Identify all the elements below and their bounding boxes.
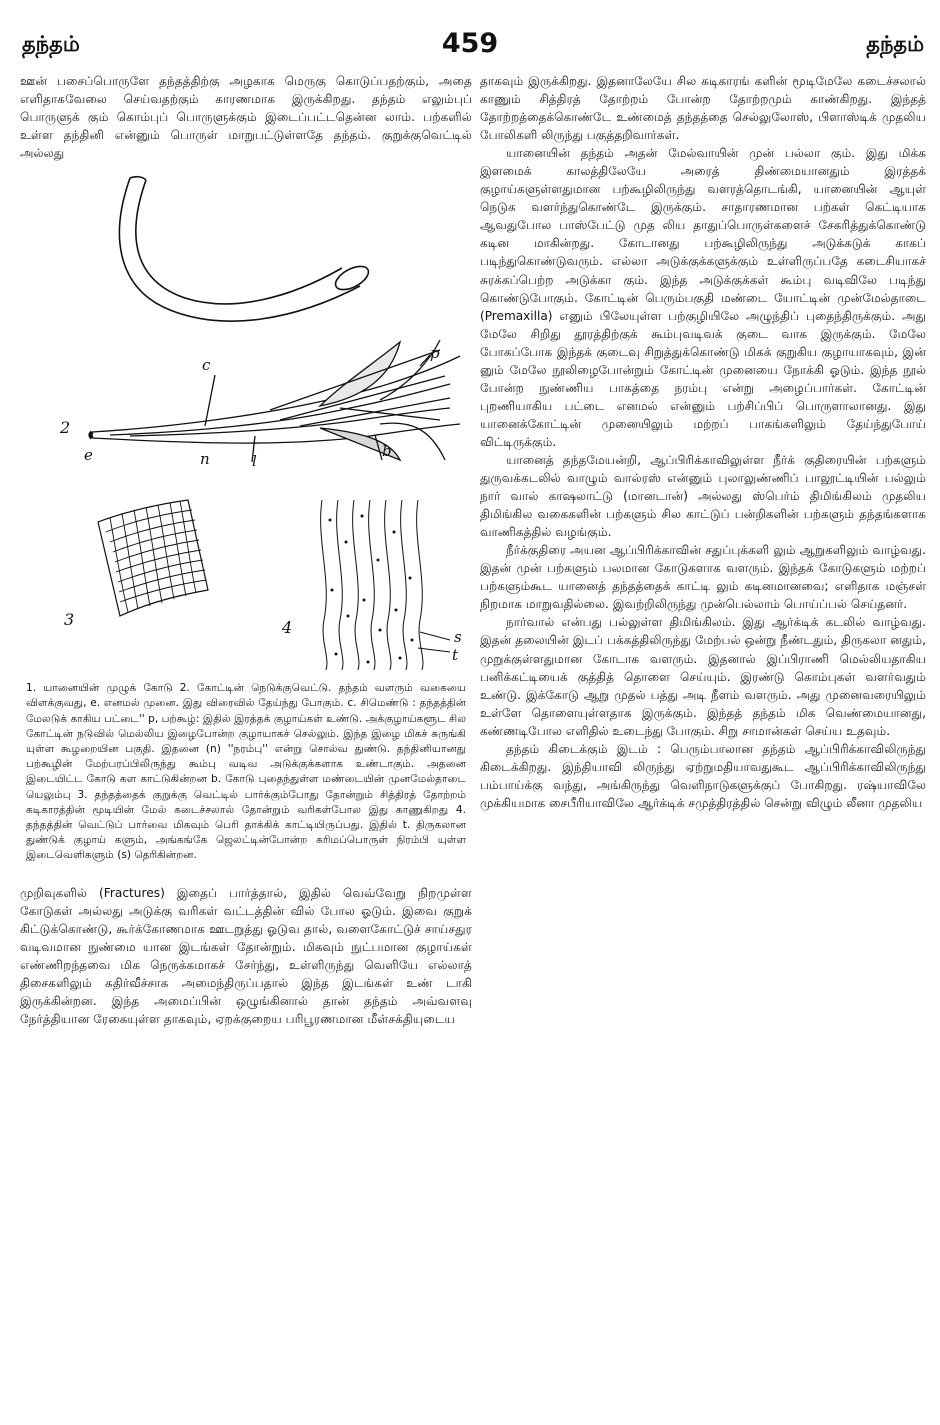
intro-paragraph: ஊன் பசைப்பொருளே தந்தத்திற்கு அழகாக மெருகு கொடுப்பதற்கும், அதை எளிதாகவேலை செய்வதற்கும் காரணமாக இருக்கிறது. தந்தம் எலும்புப் பொருளுக் கும் கொம்புப் பொருளுக்கும் இடைப்பட்டதென்ன லாம். பற்களில் உள்ள தந்தினி என்னும் பொருள் மாறுபட்டுள்ளதே தந்தம். குறுக்குவெட்டில் அல்லது [20, 74, 472, 161]
cross-section-grid [98, 500, 208, 616]
label-c: c [202, 356, 211, 375]
page-number: 459 [441, 28, 499, 59]
label-l: l [252, 452, 257, 471]
label-n: n [200, 450, 210, 469]
running-title-right: தந்தம் [866, 32, 924, 56]
right-paragraph-5: நார்வால் என்பது பல்லுள்ள திமிங்கிலம். இது ஆர்க்டிக் கடலில் வாழ்வது. இதன் தலையின் இடப் பக்கத்திலிருந்து மேற்பல் ஒன்று நீண்டதும், திருகலா னதும், முறுக்குள்ளதுமான கோடாக வளரும். இதனால் இப்பிராணி மெல்லியதாகிய பனிக்கட்டியைக் குத்தித் தொளை செய்யும். இரண்டு கொம்புகள் வளர்வதும் உண்டு. இக்கோடு ஆறு முதல் பத்து அடி நீளம் வளரும். அது முனைவரையிலும் உள்ளே தொளையுள்ளதாக இருக்கும். இந்தத் தந்தம் மிக வெண்மையானது, கண்ணடிபோல எளிதில் உடைந்து போகும். சிறு சாமான்கள் செய்ய உதவும். [480, 615, 926, 738]
label-b: b [382, 442, 392, 461]
figure-number-4: 4 [282, 618, 293, 638]
right-paragraph-6: தந்தம் கிடைக்கும் இடம் : பெரும்பாலான தந்தம் ஆப்பிரிக்காவிலிருந்து கிடைக்கிறது. இந்தியாவி லிருந்து ஏற்றுமதியாவதுகூட ஆப்பிரிக்காவிலிருந்து பம்பாய்க்கு வந்து, அங்கிருந்து வெளிநாடுகளுக்குப் போகிறது. ரஷ்யாவிலே முக்கியமாக சைபீரியாவிலே ஆர்க்டிக் சமுத்திரத்தில் சென்று விழும் லீனா முதலிய [480, 741, 926, 810]
right-paragraph-1: தாகவும் இருக்கிறது. இதனாலேயே சில கடிகாரங் களின் மூடிமேலே கடைச்சலால் காணும் சித்திரத் தோற்றம் போன்ற தோற்றமும் காண்கிறது. இந்தத் தோற்றத்தைக்கொண்டே உண்மைத் தந்தத்தை செல்லுலோஸ், பிளாஸ்டிக் முதலிய போலிகளி லிருந்து பகுத்தறிவார்கள். [480, 74, 926, 143]
right-column [480, 72, 926, 812]
caption-text: 1. யானையின் முழுக் கோடு 2. கோட்டின் நெடுக்குவெட்டு. தந்தம் வளரும் வகையை விளக்குவது, e. எனமல் முனை. இது விரைவில் தேய்ந்து போகும். c. சிமெண்டு : தந்தத்தின் மேலடுக் காகிய பட்டை'' p, பற்கூழ்: இதில் இரத்தக் குழாய்கள் உண்டு. அக்குழாய்களூட சில கோட்டின் நடுவில் மெல்லிய இழைபோன்ற குழாயாகச் செல்லும். இந்த இழை மிகச் சுருங்கி யுள்ள கூழறையின பகுதி. இதனை (n) ''நரம்பு'' என்று சொல்வ துண்டு. தந்தினியானது பற்கூழின் மேற்பரப்பிலிருந்து கூம்பு வடிவ அடுக்குக்களாக உண்டாகும். அதனை இடையிட்ட கோடு கள காட்டுகின்றன b. கோடு புதைந்துள்ள மண்டையின் முனமேல்தாடை யெலும்பு 3. தந்தத்தைக் குறுக்கு வெட்டில் பார்க்கும்போது தோன்றும் சித்திரத் தோற்றம் கடிகாரத்தின் மூடியின் மேல் கடைச்சலால் தோன்றும் வரிகள்போல இது காணுகிறது 4. தந்தத்தின் வெட்டுப் பார்வை மிகவும் பெரி தாக்கிக் காட்டியிருப்பது. இதில் t. திருகலான துண்டுக் குழாய் களும், அங்கங்கே ஜெலட்டின்போன்ற கரிமப்பொருள் நிரம்பி யுள்ள இடைவெளிகளும் (s) தெரிகின்றன. [26, 682, 466, 862]
figure-number-2: 2 [60, 418, 71, 438]
label-e: e [84, 446, 93, 465]
left-column [20, 72, 472, 1028]
label-p: p [430, 344, 440, 363]
ivory-illustration [20, 170, 472, 675]
figure-caption [20, 681, 472, 863]
page-header [0, 28, 940, 68]
figure-number-3: 3 [64, 610, 75, 630]
running-title-left: தந்தம் [22, 32, 80, 56]
right-paragraph-2: யானையின் தந்தம் அதன் மேல்வாயின் முன் பல்லா கும். இது மிக்க இளமைக் காலத்திலேயே அரைத் திண்மையானதும் இரத்தக் குழாய்களுள்ளதுமான பற்கூழிலிருந்து வளரத்தொடங்கி, யானையின் ஆயுள் நெடுக வளர்ந்துகொண்டே இருக்கும். சாதாரணமான பற்கள் கெட்டியாக ஆவதுபோல பாஸ்பேட்டு முத லிய தாதுப்பொருள்களைச் சேகரித்துக்கொண்டு கடின மாகின்றது. கோடானது பற்கூழிலிருந்து அடுக்கடுக் காகப் படிந்துகொண்டுவரும். எல்லா அடுக்குக்களுக்கும் உள்ளிருப்பதே கடைசியாகச் சுரக்கப்பெற்ற அடுக்கா கும். இந்த அடுக்குக்கள் கூம்பு வடிவிலே படிந்து கொண்டுபோகும். கோட்டின் பெரும்பகுதி மண்டை யோட்டின் முன்மேல்தாடை (Premaxilla) எனும் பிலேயுள்ள பற்குழியிலே அழுந்திப் புதைந்திருக்கும். அது மேலே சிறிது தூரத்திற்குக் கூம்புவடிவக் குடை வாக இருக்கும். மேலே போகப்போக இந்தக் குடைவு சிறுத்துக்கொண்டு மிகக் குறுகிய குழாயாகவும், இன் னும் மேலே நூலிழைபோன்றும் கோட்டின் முனையை நோக்கி ஓடும். இந்த நூல் போன்ற நுண்ணிய பாகத்தை நரம்பு என்று அழைப்பார்கள். கோட்டின் புறணியாகிய பட்டை எனமல் என்னும் பற்சிப்பிப் பொருளாலானது. இது யானைக்கோட்டின் முனையிலும் மற்றப் பாகங்களிலும் தேய்ந்துபோய் விட்டிருக்கும். [480, 146, 926, 449]
tusk-drawing [119, 177, 372, 321]
section-drawing [91, 340, 461, 462]
label-s: s [454, 628, 462, 647]
right-paragraph-4: நீர்க்குதிரை அயன ஆப்பிரிக்காவின் சதுப்புக்களி லும் ஆறுகளிலும் வாழ்வது. இதன் முன் பற்களும் பலமான கோடுகளாக வளரும். இந்தக் கோடுகளும் மற்றப் பற்களும்கூட யானைத் தந்தத்தைக் காட்டி லும் கடினமானவை; எளிதாக மஞ்சள் நிறமாக மாறுவதில்லை. இவற்றிலிருந்து முன்பெல்லாம் பொய்ப்பல் செய்தனர். [480, 543, 926, 612]
tubule-dots [329, 515, 414, 664]
ivory-figure [20, 170, 472, 675]
right-paragraph-3: யானைத் தந்தமேயன்றி, ஆப்பிரிக்காவிலுள்ள நீர்க் குதிரையின் பற்களும் துருவக்கடலில் வாழும் வால்ரஸ் என்னும் புலாலுண்ணிப் பாலூட்டியின் பல்லும் நார் வால் காஷலாட்டு (மானடான்) அல்லது ஸ்பெர்ம் திமிங்கிலம் முதலிய திமிங்கில வகைகளின் பற்களும் சில காட்டுப் பன்றிகளின் பற்களும் தந்தங்களாக வாணிகத்தில் வழங்கும். [480, 452, 926, 540]
fractures-paragraph: முறிவுகளில் (Fractures) இதைப் பார்த்தால், இதில் வெவ்வேறு நிறமுள்ள கோடுகள் அல்லது அடுக்கு வரிகள் வட்டத்தின் வில் போல ஓடும். இவை குறுக் கிட்டுக்கொண்டு, கூர்க்கோணமாக ஊடறுத்து ஓடுவ தால், வளைகோட்டுச் சாய்சதுர வடிவமான நுண்மை யான இடங்கள் தோன்றும். மிகவும் நுட்பமான குழாய்கள் எண்ணிறந்தவை மிக நெருக்கமாகச் சேர்ந்து, உள்ளிருந்து வெளியே எல்லாத் திசைகளிலும் கதிர்வீச்சாக அமைந்திருப்பதால் இந்த இடங்கள் உண் டாகி இருக்கின்றன. இந்த அமைப்பின் ஒழுங்கினால் தான் தந்தம் அவ்வளவு நேர்த்தியான ரேகையுள்ள தாகவும், ஏறக்குறைய பரிபூரணமான மீள்சக்தியுடைய [20, 885, 472, 1026]
label-t: t [452, 646, 459, 665]
tubule-section [321, 500, 450, 670]
